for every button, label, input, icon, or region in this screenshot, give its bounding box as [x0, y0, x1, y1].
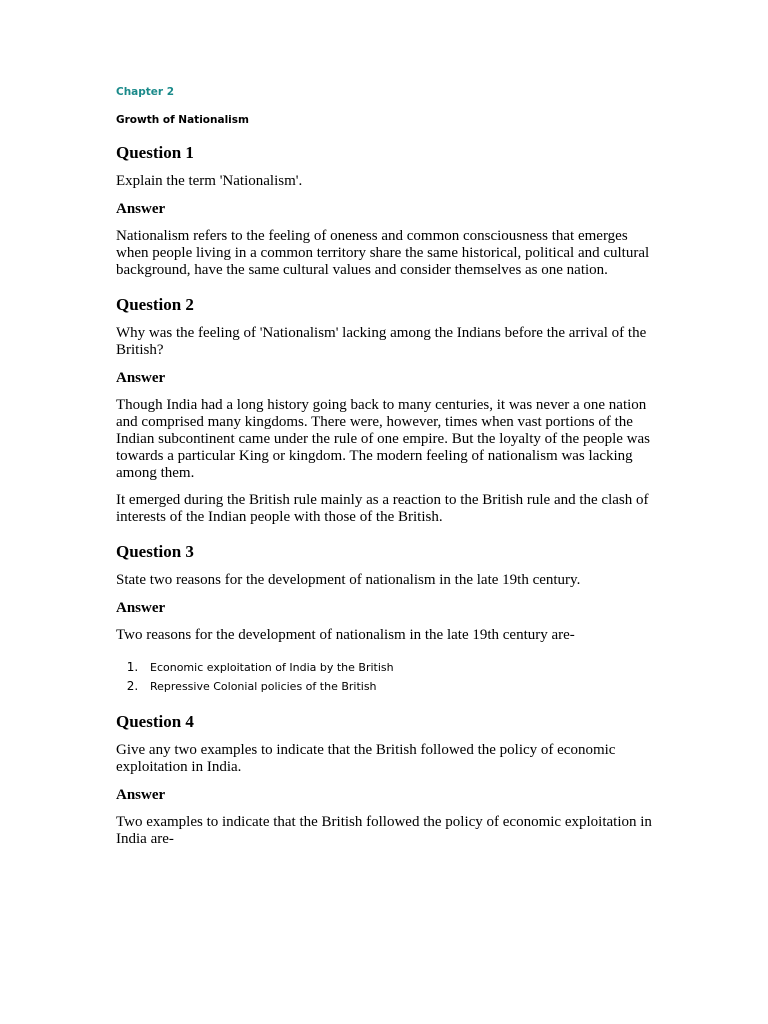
- chapter-label: Chapter 2: [116, 86, 175, 98]
- question-4-heading: Question 4: [116, 712, 194, 731]
- answer-2-paragraph-2: It emerged during the British rule mainly as a reaction to the British rule and the clash of interests of the Indian people with those of the British.: [116, 492, 649, 525]
- question-2-text: Why was the feeling of 'Nationalism' lacking among the Indians before the arrival of the British?: [116, 325, 647, 358]
- question-3-text: State two reasons for the development of nationalism in the late 19th century.: [116, 572, 581, 588]
- question-1-text: Explain the term 'Nationalism'.: [116, 173, 303, 189]
- reasons-list: [116, 658, 656, 696]
- answer-1-label: Answer: [116, 201, 166, 217]
- question-1-heading: Question 1: [116, 143, 194, 162]
- list-item: 1. Economic exploitation of India by the British: [142, 658, 656, 677]
- answer-2-label: Answer: [116, 370, 166, 386]
- answer-2-paragraph-1: Though India had a long history going back to many centuries, it was never a one nation and comprised many kingdoms. There were, however, times when vast portions of the Indian subcontinent came under the rule of one empire. But the loyalty of the people was towards a particular King or kingdom. The modern feeling of nationalism was lacking among them.: [116, 397, 651, 481]
- question-3-heading: Question 3: [116, 542, 194, 561]
- answer-4-text: Two examples to indicate that the British followed the policy of economic exploitation in India are-: [116, 814, 652, 847]
- answer-3-text: Two reasons for the development of nationalism in the late 19th century are-: [116, 627, 575, 643]
- answer-1-text: Nationalism refers to the feeling of oneness and common consciousness that emerges when people living in a common territory share the same historical, political and cultural background, have the same cultural values and consider themselves as one nation.: [116, 228, 650, 278]
- question-2-heading: Question 2: [116, 295, 194, 314]
- answer-3-label: Answer: [116, 600, 166, 616]
- chapter-title: Growth of Nationalism: [116, 114, 249, 126]
- answer-4-label: Answer: [116, 787, 166, 803]
- document-page: [116, 86, 656, 848]
- question-4-text: Give any two examples to indicate that the British followed the policy of economic exploitation in India.: [116, 742, 616, 775]
- list-item: 2. Repressive Colonial policies of the British: [142, 677, 656, 696]
